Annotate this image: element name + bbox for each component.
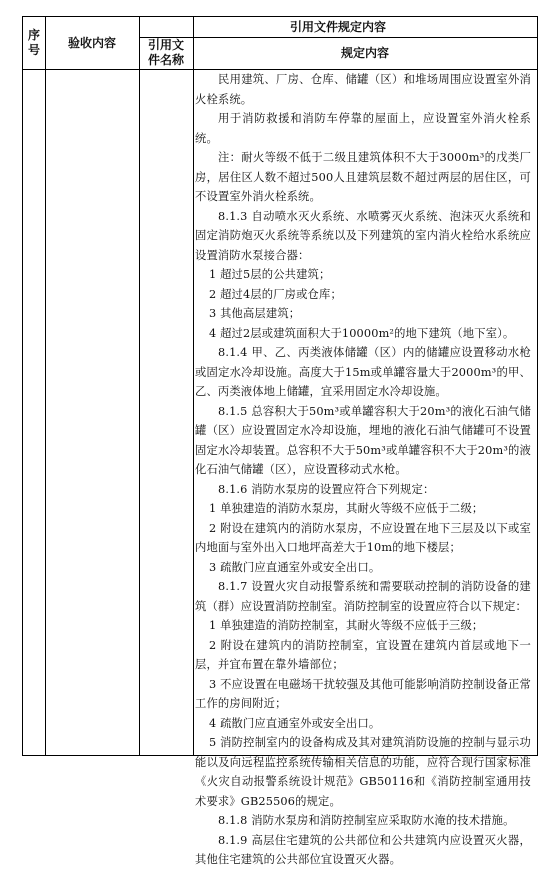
provision-paragraph: 3 疏散门应直通室外或安全出口。 bbox=[209, 560, 381, 574]
provision-paragraph: 8.1.6 消防水泵房的设置应符合下列规定： bbox=[218, 482, 435, 496]
provision-paragraph: 1 超过5层的公共建筑； bbox=[209, 268, 331, 281]
provision-paragraph: 8.1.7 设置火灾自动报警系统和需要联动控制的消防设备的建筑（群）应设置消防控制室。消防控制室的设置应符合以下规定： bbox=[195, 580, 531, 613]
header-provision-content: 规定内容 bbox=[340, 45, 389, 60]
provision-paragraph: 8.1.4 甲、乙、丙类液体储罐（区）内的储罐应设置移动水枪或固定水冷却设施。高度大于15m或单罐容量大于2000m³的甲、乙、丙类液体地上储罐，宜采用固定水冷却设施。 bbox=[195, 346, 531, 398]
column-divider bbox=[139, 17, 140, 755]
column-divider bbox=[193, 17, 194, 755]
column-divider bbox=[45, 17, 46, 755]
provision-paragraph: 4 疏散门应直通室外或安全出口。 bbox=[209, 716, 381, 730]
provision-paragraph: 1 单独建造的消防水泵房，其耐火等级不应低于二级； bbox=[209, 502, 484, 515]
provision-paragraph: 4 超过2层或建筑面积大于10000m²的地下建筑（地下室）。 bbox=[209, 326, 515, 340]
provision-paragraph: 2 附设在建筑内的消防水泵房，不应设置在地下三层及以下或室内地面与室外出入口地坪高差大于10m的地下楼层； bbox=[195, 521, 531, 554]
provision-paragraph: 8.1.8 消防水泵房和消防控制室应采取防水淹的技术措施。 bbox=[218, 814, 515, 827]
provision-paragraph: 3 不应设置在电磁场干扰较强及其他可能影响消防控制设备正常工作的房间附近； bbox=[195, 677, 531, 710]
provision-paragraph: 1 单独建造的消防控制室，其耐火等级不应低于三级； bbox=[209, 619, 484, 632]
header-seq: 序号 bbox=[27, 28, 40, 57]
provision-paragraph: 2 超过4层的厂房或仓库； bbox=[209, 287, 342, 301]
provision-paragraph: 用于消防救援和消防车停靠的屋面上，应设置室外消火栓系统。 bbox=[195, 112, 531, 145]
specification-table bbox=[22, 16, 538, 866]
provision-paragraph: 注：耐火等级不低于二级且建筑体积不大于3000m³的戊类厂房，居住区人数不超过500人且建筑层数不超过两层的居住区，可不设置室外消火栓系统。 bbox=[195, 151, 531, 203]
provision-paragraph: 8.1.9 高层住宅建筑的公共部位和公共建筑内应设置灭火器，其他住宅建筑的公共部位宜设置灭火器。 bbox=[195, 833, 531, 866]
provision-paragraph: 8.1.3 自动喷水灭火系统、水喷雾灭火系统、泡沫灭火系统和固定消防炮灭火系统等系统以及下列建筑的室内消火栓给水系统应设置消防水泵接合器： bbox=[195, 209, 531, 262]
provision-paragraph: 3 其他高层建筑； bbox=[209, 307, 301, 320]
provision-paragraph: 5 消防控制室内的设备构成及其对建筑消防设施的控制与显示功能以及向远程监控系统传输相关信息的功能，应符合现行国家标准《火灾自动报警系统设计规范》GB50116和《消防控制室通用技术要求》GB25506的规定。 bbox=[195, 736, 531, 808]
header-acceptance-item: 验收内容 bbox=[67, 35, 116, 50]
provision-paragraph: 8.1.5 总容积大于50m³或单罐容积大于20m³的液化石油气储罐（区）应设置固定水冷却设施，埋地的液化石油气储罐可不设置固定水冷却装置。总容积不大于50m³或单罐容积不大于20m³的液化石油气储罐（区），应设置移动式水枪。 bbox=[195, 404, 531, 476]
provision-paragraph: 2 附设在建筑内的消防控制室，宜设置在建筑内首层或地下一层，并宜布置在靠外墙部位； bbox=[195, 638, 531, 671]
provision-content-cell bbox=[195, 70, 531, 870]
header-referenced-provisions: 引用文件规定内容 bbox=[289, 19, 386, 34]
provision-paragraph: 民用建筑、厂房、仓库、储罐（区）和堆场周围应设置室外消火栓系统。 bbox=[195, 73, 531, 106]
header-reference-name: 引用文件名称 bbox=[147, 38, 184, 67]
